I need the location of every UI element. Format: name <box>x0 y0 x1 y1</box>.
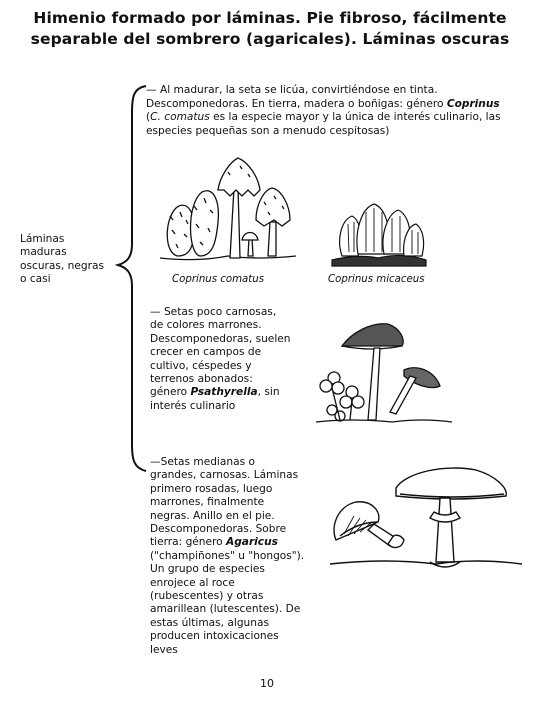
genus-psathyrella: Psathyrella <box>190 386 258 399</box>
agaricus-line: leves <box>150 643 178 656</box>
coprinus-line-2-text: Descomponedoras. En tierra, madera o boñigas: género <box>146 97 447 110</box>
psathyrella-line: terrenos abonados: <box>150 373 253 386</box>
page-number: 10 <box>260 677 274 690</box>
species-c-comatus: C. comatus <box>150 111 210 124</box>
coprinus-line-2 <box>146 98 526 112</box>
agaricus-line: (rubescentes) y otras <box>150 590 264 603</box>
agaricus-line: estas últimas, algunas <box>150 616 269 629</box>
side-label-line: Láminas <box>20 233 65 245</box>
title-line-2: separable del sombrero (agaricales). Láminas oscuras <box>30 30 510 48</box>
agaricus-illustration <box>326 460 526 580</box>
side-label-line: maduras <box>20 246 67 259</box>
coprinus-comatus-illustration <box>158 150 298 270</box>
agaricus-line: producen intoxicaciones <box>150 630 279 643</box>
psathyrella-illustration <box>312 316 462 436</box>
agaricus-line: negras. Anillo en el pie. <box>150 509 275 522</box>
agaricus-line: Descomponedoras. Sobre <box>150 523 287 536</box>
agaricus-prefix: tierra: género <box>150 536 227 549</box>
agaricus-description <box>150 456 320 657</box>
psathyrella-line: — Setas poco carnosas, <box>150 306 277 318</box>
coprinus-line-3: (C. comatus es la especie mayor y la única de interés culinario, las <box>146 111 501 124</box>
psathyrella-line: cultivo, céspedes y <box>150 359 252 372</box>
coprinus-line-3-text: es la especie mayor y la única de interés culinario, las <box>209 111 501 124</box>
side-label <box>20 233 104 287</box>
caption-coprinus-micaceus: Coprinus micaceus <box>328 274 425 285</box>
caption-coprinus-comatus: Coprinus comatus <box>172 274 265 285</box>
psathyrella-suffix: , sin <box>257 386 280 399</box>
psathyrella-line-genus <box>150 386 320 399</box>
genus-agaricus: Agaricus <box>226 536 278 549</box>
agaricus-line: grandes, carnosas. Láminas <box>150 469 299 482</box>
curly-brace <box>110 84 150 474</box>
psathyrella-line: Descomponedoras, suelen <box>150 332 291 345</box>
page-title <box>20 8 520 50</box>
psathyrella-prefix: género <box>150 386 191 399</box>
agaricus-line: primero rosadas, luego <box>150 482 273 495</box>
agaricus-line: amarillean (lutescentes). De <box>150 603 301 616</box>
coprinus-micaceus-illustration <box>328 190 428 270</box>
agaricus-line-genus <box>150 536 320 549</box>
side-label-line: o casi <box>20 273 51 286</box>
psathyrella-line: interés culinario <box>150 399 236 412</box>
title-line-1: Himenio formado por láminas. Pie fibroso, fácilmente <box>33 9 507 27</box>
coprinus-line-4: especies pequeñas son a menudo cespitosas) <box>146 124 390 137</box>
agaricus-line: —Setas medianas o <box>150 456 255 468</box>
coprinus-description <box>146 84 526 138</box>
psathyrella-line: crecer en campos de <box>150 346 262 359</box>
coprinus-line-1: — Al madurar, la seta se licúa, convirtiéndose en tinta. <box>146 84 438 96</box>
agaricus-line: marrones, finalmente <box>150 496 265 509</box>
agaricus-line: enrojece al roce <box>150 576 235 589</box>
agaricus-line: Un grupo de especies <box>150 563 265 576</box>
psathyrella-description <box>150 306 320 413</box>
side-label-line: oscuras, negras <box>20 259 104 272</box>
genus-coprinus: Coprinus <box>446 97 500 110</box>
psathyrella-line: de colores marrones. <box>150 319 262 332</box>
agaricus-line: ("champiñones" u "hongos"). <box>150 549 305 562</box>
